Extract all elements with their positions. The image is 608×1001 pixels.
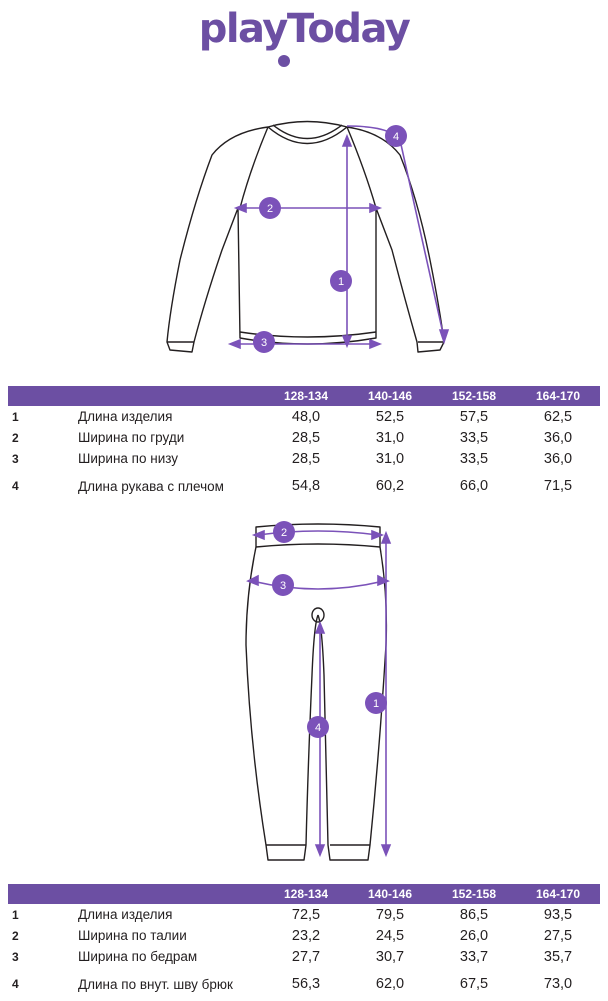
- row-label: Ширина по груди: [78, 430, 185, 445]
- size-header: 140-146: [348, 884, 432, 904]
- row-value: 26,0: [459, 927, 489, 944]
- marker-4-label: 4: [314, 722, 322, 734]
- row-value: 56,3: [291, 976, 321, 992]
- marker-1-label: 1: [372, 698, 380, 710]
- row-value: 67,5: [459, 976, 489, 992]
- row-label: Длина по внут. шву брюк: [78, 976, 233, 992]
- marker-1-label: 1: [337, 276, 345, 288]
- row-value: 27,7: [291, 948, 321, 965]
- marker-4-label: 4: [392, 131, 400, 143]
- row-value: 48,0: [291, 408, 321, 425]
- pants-outline: [246, 524, 386, 860]
- row-value: 35,7: [543, 948, 573, 965]
- bottom-garment-diagram: [0, 515, 608, 870]
- table-row: [8, 406, 600, 427]
- logo-dot: [278, 55, 290, 67]
- row-value: 66,0: [459, 478, 489, 494]
- row-value: 36,0: [543, 450, 573, 467]
- row-value: 30,7: [375, 948, 405, 965]
- size-header: 152-158: [432, 884, 516, 904]
- table-row: [8, 427, 600, 448]
- size-header: 140-146: [348, 386, 432, 406]
- top-markers: [253, 125, 407, 353]
- row-label: Длина рукава с плечом: [78, 478, 224, 494]
- row-value: 31,0: [375, 450, 405, 467]
- row-number: 1: [12, 907, 19, 922]
- row-value: 33,5: [459, 429, 489, 446]
- brand-logo: [0, 4, 608, 68]
- row-value: 57,5: [459, 408, 489, 425]
- row-label: Ширина по бедрам: [78, 949, 198, 964]
- logo-text: playToday: [198, 6, 410, 52]
- table-header-row: [8, 884, 600, 904]
- row-value: 28,5: [291, 450, 321, 467]
- size-header: 152-158: [432, 386, 516, 406]
- top-garment-diagram: [0, 110, 608, 370]
- logo-wordmark: [189, 4, 419, 68]
- size-header: 164-170: [516, 884, 600, 904]
- size-header: 164-170: [516, 386, 600, 406]
- row-label: Ширина по низу: [78, 451, 179, 466]
- row-value: 79,5: [375, 906, 405, 923]
- row-value: 54,8: [291, 478, 321, 494]
- size-header: 128-134: [264, 386, 348, 406]
- bottom-markers: [272, 521, 387, 738]
- row-value: 93,5: [543, 906, 573, 923]
- row-value: 23,2: [291, 927, 321, 944]
- row-number: 3: [12, 949, 19, 964]
- row-value: 33,5: [459, 450, 489, 467]
- table-row: [8, 904, 600, 925]
- table-row: [8, 925, 600, 946]
- row-number: 4: [12, 479, 19, 493]
- header-blank: [8, 386, 78, 406]
- row-value: 27,5: [543, 927, 573, 944]
- size-header: 128-134: [264, 884, 348, 904]
- shirt-outline: [167, 122, 444, 353]
- header-blank: [8, 884, 78, 904]
- top-size-table: [8, 386, 600, 503]
- row-number: 1: [12, 409, 19, 424]
- table-row: [8, 448, 600, 469]
- row-value: 33,7: [459, 948, 489, 965]
- header-blank: [78, 884, 264, 904]
- marker-3-label: 3: [260, 337, 268, 349]
- row-value: 36,0: [543, 429, 573, 446]
- marker-3-label: 3: [279, 580, 287, 592]
- bottom-size-table: [8, 884, 600, 1001]
- row-number: 2: [12, 928, 19, 943]
- row-number: 4: [12, 977, 19, 991]
- bottom-measure-lines: [248, 531, 390, 855]
- row-label: Длина изделия: [78, 409, 173, 424]
- row-value: 60,2: [375, 478, 405, 494]
- row-value: 52,5: [375, 408, 405, 425]
- row-value: 86,5: [459, 906, 489, 923]
- row-value: 62,0: [375, 976, 405, 992]
- row-value: 24,5: [375, 927, 405, 944]
- row-value: 71,5: [543, 478, 573, 494]
- table-row: [8, 967, 600, 1001]
- top-measure-lines: [230, 126, 448, 348]
- table-row: [8, 946, 600, 967]
- row-number: 2: [12, 430, 19, 445]
- row-label: Ширина по талии: [78, 928, 187, 943]
- row-number: 3: [12, 451, 19, 466]
- row-label: Длина изделия: [78, 907, 173, 922]
- table-row: [8, 469, 600, 503]
- table-header-row: [8, 386, 600, 406]
- marker-2-label: 2: [266, 203, 274, 215]
- row-value: 62,5: [543, 408, 573, 425]
- row-value: 73,0: [543, 976, 573, 992]
- header-blank: [78, 386, 264, 406]
- row-value: 72,5: [291, 906, 321, 923]
- marker-2-label: 2: [280, 527, 288, 539]
- row-value: 28,5: [291, 429, 321, 446]
- row-value: 31,0: [375, 429, 405, 446]
